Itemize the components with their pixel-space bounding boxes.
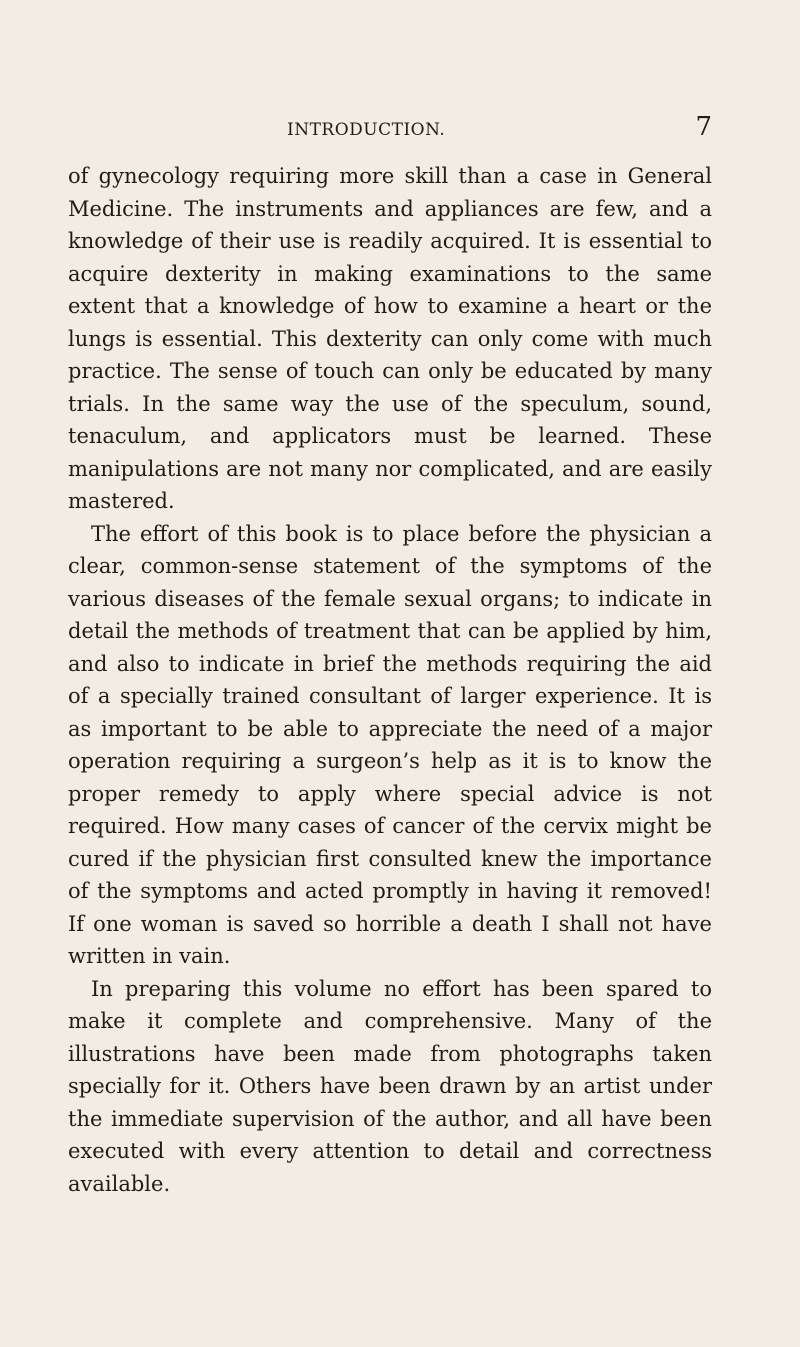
page-number: 7 <box>695 112 712 142</box>
paragraph-1: of gynecology requiring more skill than a case in General Medicine. The instruments and appliances are few, and a knowledge of their use is readily acquired. It is essential to acquire dexterity in making examinations to the same extent that a knowledge of how to examine a heart or the lungs is essential. This dexterity can only come with much practice. The sense of touch can only be educated by many trials. In the same way the use of the speculum, sound, tenaculum, and applicators must be learned. These manipulations are not many nor complicated, and are easily mastered. <box>68 164 712 513</box>
paragraph-2: The effort of this book is to place before the physician a clear, common-sense statement of the symptoms of the various diseases of the female sexual organs; to indicate in detail the methods of treatment that can be applied by him, and also to indicate in brief the methods requiring the aid of a specially trained consultant of larger experience. It is as important to be able to appreciate the need of a major operation requiring a surgeon’s help as it is to know the proper remedy to apply where special advice is not required. How many cases of cancer of the cervix might be cured if the physician first consulted knew the importance of the symptoms and acted promptly in having it removed! If one woman is saved so horrible a death I shall not have written in vain. <box>68 521 712 968</box>
page-header <box>68 114 712 142</box>
page-body <box>68 160 712 1200</box>
paragraph-3: In preparing this volume no effort has been spared to make it complete and comprehensive. Many of the illustrations have been made from photographs taken specially for it. Others have been drawn by an artist under the immediate supervision of the author, and all have been executed with every attention to detail and correctness available. <box>68 976 712 1196</box>
running-head: INTRODUCTION. <box>287 120 446 140</box>
